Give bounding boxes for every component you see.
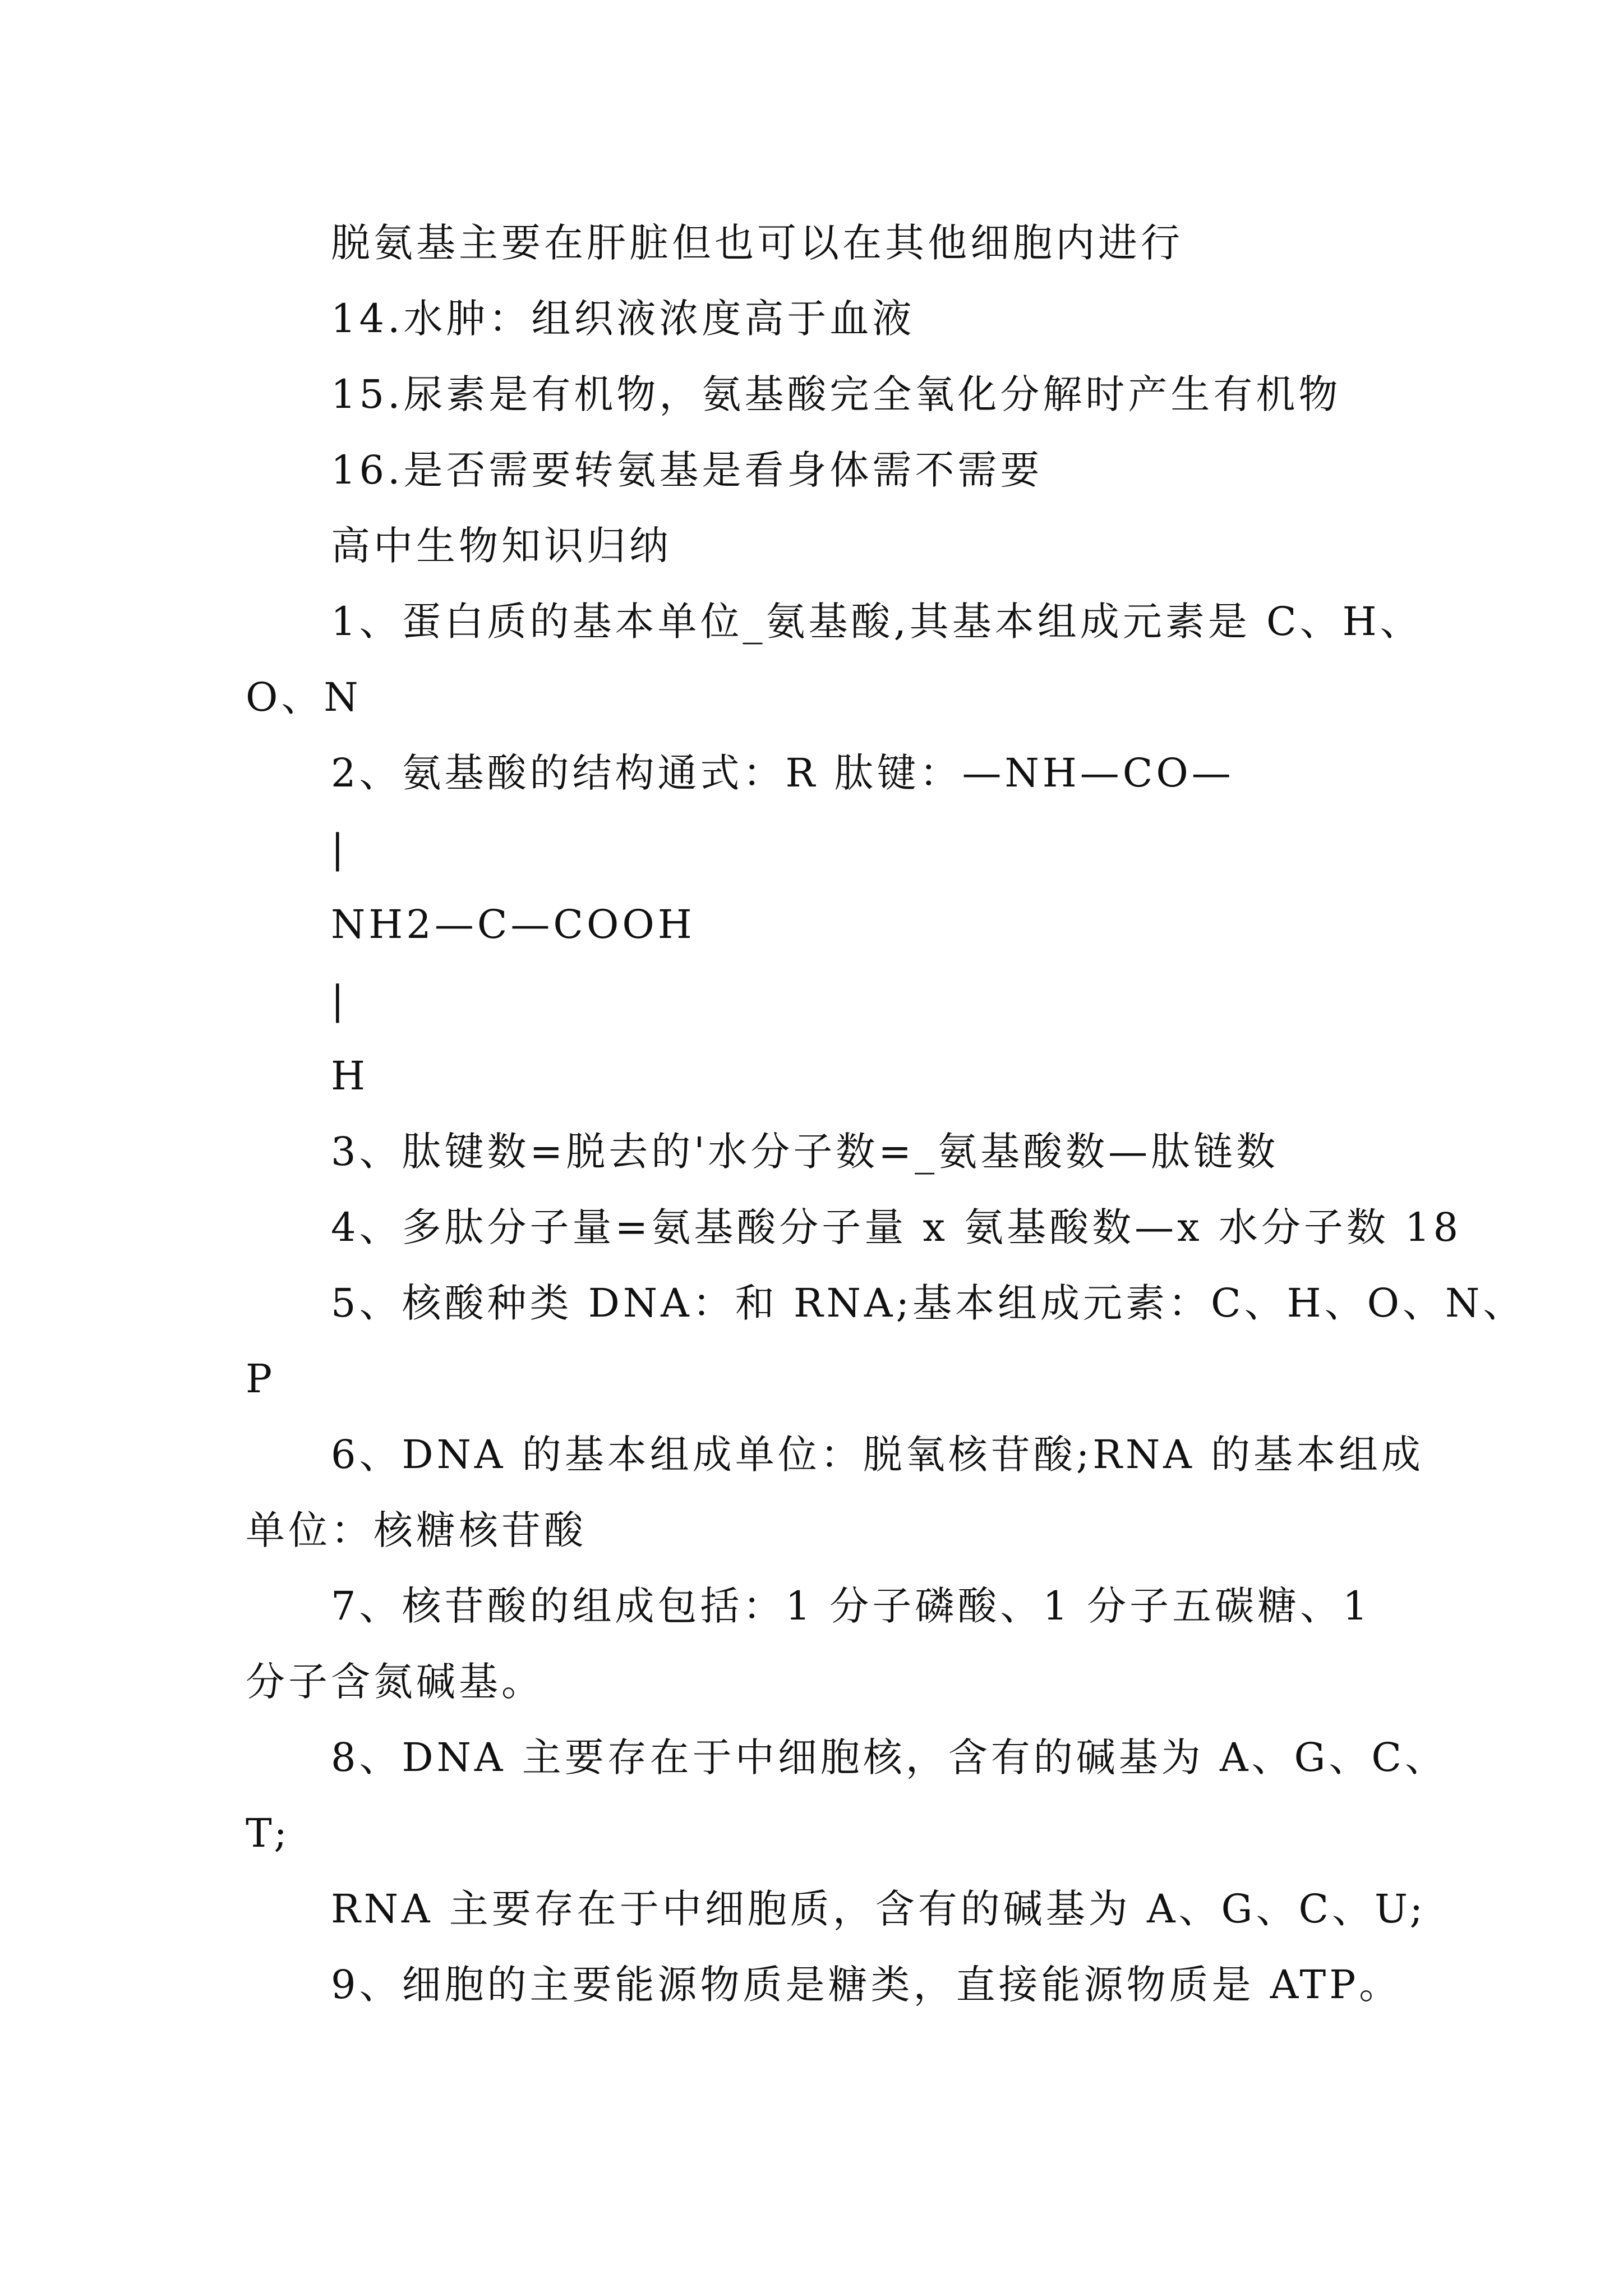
text-line-13: 3、肽键数=脱去的'水分子数=_氨基酸数—肽链数 xyxy=(331,1129,1279,1175)
text-line-14: 4、多肽分子量=氨基酸分子量 x 氨基酸数—x 水分子数 18 xyxy=(331,1204,1462,1250)
text-line-4: 16.是否需要转氨基是看身体需不需要 xyxy=(331,447,1043,493)
text-line-19: 7、核苷酸的组成包括：1 分子磷酸、1 分子五碳糖、1 xyxy=(331,1583,1371,1629)
text-line-21: 8、DNA 主要存在于中细胞核，含有的碱基为 A、G、C、 xyxy=(331,1734,1447,1780)
text-line-17: 6、DNA 的基本组成单位：脱氧核苷酸;RNA 的基本组成 xyxy=(331,1432,1424,1478)
text-line-22: T; xyxy=(246,1810,291,1856)
formula-bar-2: | xyxy=(331,977,348,1023)
text-line-6: 1、蛋白质的基本单位_氨基酸,其基本组成元素是 C、H、 xyxy=(331,599,1423,645)
text-line-3: 15.尿素是有机物，氨基酸完全氧化分解时产生有机物 xyxy=(331,371,1341,417)
formula-bar-1: | xyxy=(331,826,348,872)
text-line-1: 脱氨基主要在肝脏但也可以在其他细胞内进行 xyxy=(331,220,1183,266)
text-line-8: 2、氨基酸的结构通式：R 肽键：—NH—CO— xyxy=(331,750,1234,796)
text-line-2: 14.水肿：组织液浓度高于血液 xyxy=(331,296,915,342)
text-line-15: 5、核酸种类 DNA：和 RNA;基本组成元素：C、H、O、N、 xyxy=(331,1280,1526,1326)
text-line-24: 9、细胞的主要能源物质是糖类，直接能源物质是 ATP。 xyxy=(331,1962,1402,2008)
formula-line: NH2—C—COOH xyxy=(331,901,695,947)
section-heading: 高中生物知识归纳 xyxy=(331,523,672,569)
text-line-18: 单位：核糖核苷酸 xyxy=(246,1507,587,1553)
text-line-23: RNA 主要存在于中细胞质，含有的碱基为 A、G、C、U; xyxy=(331,1886,1427,1932)
text-line-7: O、N xyxy=(246,674,362,720)
text-line-16: P xyxy=(246,1356,276,1402)
text-line-20: 分子含氮碱基。 xyxy=(246,1659,544,1705)
formula-h: H xyxy=(331,1053,369,1099)
